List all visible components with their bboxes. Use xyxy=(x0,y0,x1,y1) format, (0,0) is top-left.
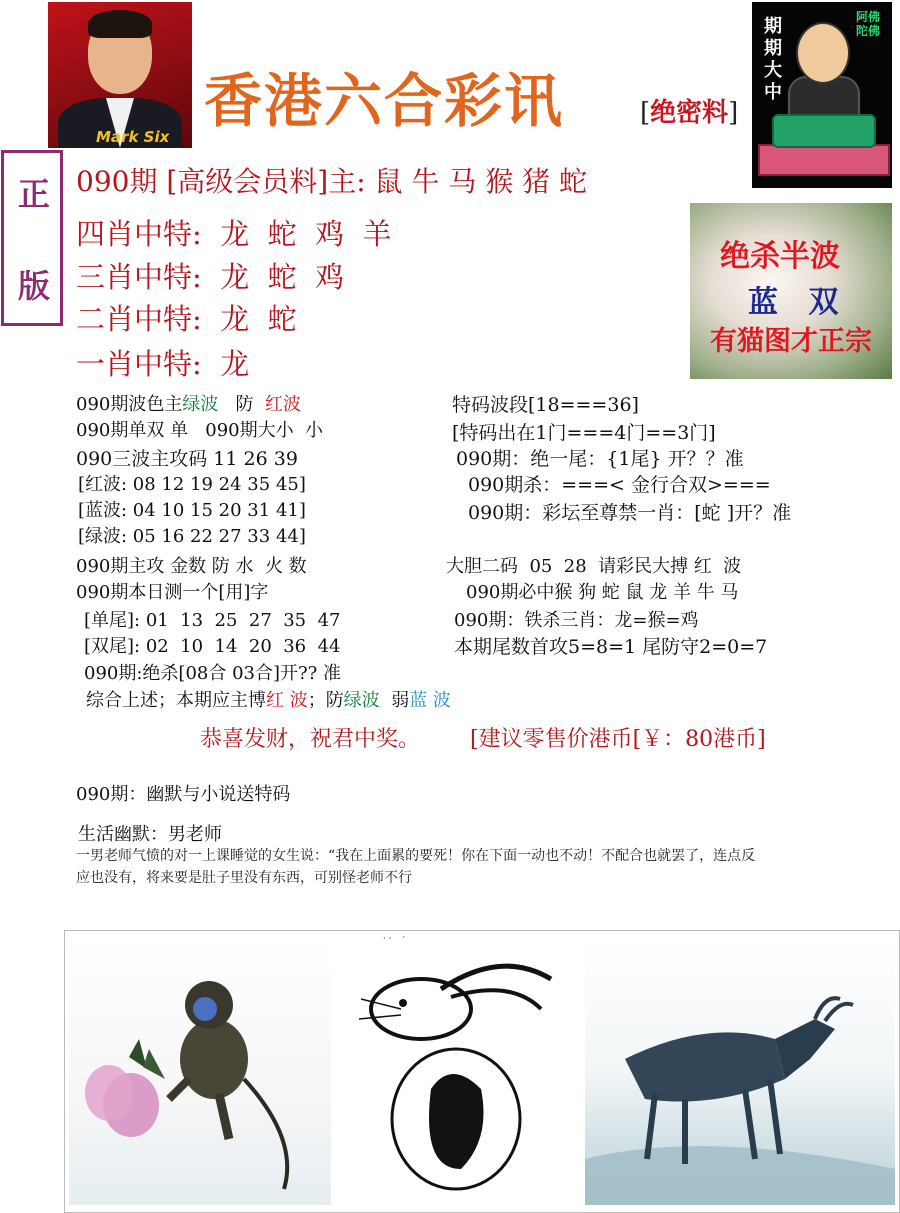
stamp-bottom: 版 xyxy=(18,267,51,305)
story-line-1: 一男老师气愤的对一上课睡觉的女生说：“我在上面累的要死！你在下面一动也不动！不配合也就罢了，连点反 xyxy=(76,848,756,864)
band-line: 特码波段[18===36] xyxy=(452,394,639,416)
door-line: [特码出在1门===4门==3门] xyxy=(452,422,716,444)
catbox-line1: 绝杀半波 xyxy=(720,239,840,274)
must-line: 090期必中猴 狗 蛇 鼠 龙 羊 牛 马 xyxy=(466,582,739,603)
price-line: [建议零售价港币[￥：80港币] xyxy=(470,727,766,752)
odd-even-line: 090期单双 单 090期大小 小 xyxy=(76,420,324,441)
monkey-painting xyxy=(69,939,331,1205)
two-zodiac: 二肖中特: 龙 蛇 xyxy=(76,302,297,336)
tail-number-line: 本期尾数首攻5=8=1 尾防守2=0=7 xyxy=(454,636,768,658)
photo-hair xyxy=(88,10,152,38)
three-zodiac: 三肖中特: 龙 蛇 鸡 xyxy=(76,260,345,294)
humor-title: 090期：幽默与小说送特码 xyxy=(76,784,291,805)
main-attack-line: 090期主攻 金数 防 水 火 数 xyxy=(76,556,307,577)
goat-painting xyxy=(585,939,895,1205)
zodiac-paintings xyxy=(64,930,900,1213)
cat-image-box xyxy=(690,203,892,379)
cartoon-head xyxy=(796,22,850,84)
man-photo xyxy=(48,2,192,148)
official-stamp xyxy=(1,150,63,326)
cartoon-pot xyxy=(772,114,876,148)
congrats-line: 恭喜发财，祝君中奖。 xyxy=(200,727,421,752)
humor-subtitle: 生活幽默：男老师 xyxy=(78,824,222,845)
three-wave-line: 090三波主攻码 11 26 39 xyxy=(76,448,298,470)
catbox-line2: 蓝 双 xyxy=(748,285,839,320)
story-line-2: 应也没有，将来要是肚子里没有东西，可别怪老师不行 xyxy=(76,870,412,886)
page-title: 香港六合彩讯 xyxy=(204,67,565,135)
wave-color-line: 090期波色主绿波 防 红波 xyxy=(76,394,301,415)
word-test-line: 090期本日测一个[用]字 xyxy=(76,582,269,603)
cartoon-text: 期期大中 xyxy=(764,16,782,103)
cartoon-sign: 阿佛陀佛 xyxy=(856,10,881,38)
goat-icon xyxy=(585,939,895,1205)
two-codes-line: 大胆二码 05 28 请彩民大搏 红 波 xyxy=(446,556,742,577)
rabbit-painting xyxy=(341,939,585,1205)
summary-line: 综合上述；本期应主博红 波；防绿波 弱蓝 波 xyxy=(86,690,451,711)
monkey-icon xyxy=(69,939,331,1205)
one-zodiac: 一肖中特: 龙 xyxy=(76,347,250,381)
rabbit-icon xyxy=(341,939,585,1205)
four-zodiac: 四肖中特: 龙 蛇 鸡 羊 xyxy=(76,217,392,251)
tail-line: 090期：绝一尾：{1尾} 开？？准 xyxy=(456,448,744,470)
title-tag: [绝密料] xyxy=(640,98,739,128)
kill-line: 090期:绝杀[08合 03合]开?? 准 xyxy=(84,663,342,684)
double-tail-line: [双尾]: 02 10 14 20 36 44 xyxy=(84,636,341,657)
single-tail-line: [单尾]: 01 13 25 27 35 47 xyxy=(84,610,341,631)
sha-line: 090期杀：===< 金行合双>=== xyxy=(468,474,771,496)
stamp-top: 正 xyxy=(18,175,51,213)
mark-six-logo: Mark Six xyxy=(96,128,170,146)
main-line: 090期 [高级会员料]主: 鼠 牛 马 猴 猪 蛇 xyxy=(76,165,588,198)
blue-wave-numbers: [蓝波: 04 10 15 20 31 41] xyxy=(78,500,306,521)
cartoon-image xyxy=(752,2,892,188)
iron-kill-line: 090期：铁杀三肖：龙=猴=鸡 xyxy=(454,610,699,631)
forbidden-line: 090期：彩坛至尊禁一肖：[蛇 ]开？准 xyxy=(468,502,792,524)
catbox-line3: 有猫图才正宗 xyxy=(710,326,872,357)
red-wave-numbers: [红波: 08 12 19 24 35 45] xyxy=(78,474,306,495)
cartoon-table xyxy=(758,144,890,176)
green-wave-numbers: [绿波: 05 16 22 27 33 44] xyxy=(78,526,306,547)
